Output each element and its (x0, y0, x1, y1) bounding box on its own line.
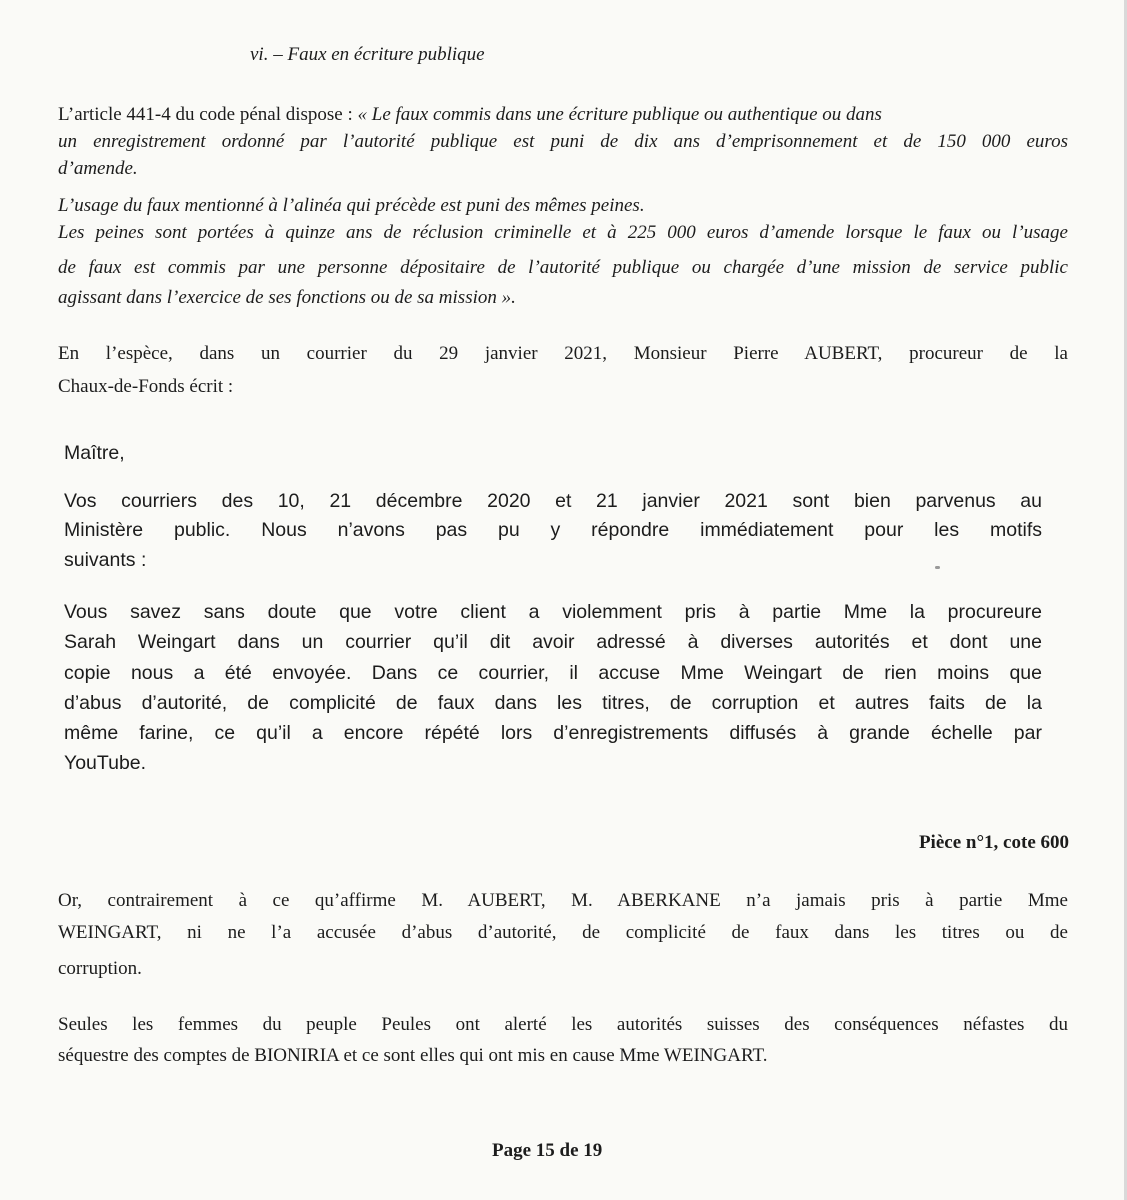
letter-p2-line-4: d’abus d’autorité, de complicité de faux dans les titres, de corruption et autres faits de la (64, 692, 1042, 714)
context-line-1: En l’espèce, dans un courrier du 29 janvier 2021, Monsieur Pierre AUBERT, procureur de la (58, 343, 1068, 364)
page-number: Page 15 de 19 (492, 1140, 603, 1161)
article-citation-line-2: un enregistrement ordonné par l’autorité publique est puni de dix ans d’emprisonnement et de 150 000 euros (58, 131, 1068, 152)
letter-p1-line-3: suivants : (64, 549, 147, 571)
letter-p2-line-2: Sarah Weingart dans un courrier qu’il dit avoir adressé à diverses autorités et dont une (64, 631, 1042, 653)
article-citation-line-6: de faux est commis par une personne dépositaire de l’autorité publique ou chargée d’une mission de service public (58, 257, 1068, 278)
closing-line-1: Seules les femmes du peuple Peules ont alerté les autorités suisses des conséquences néfastes du (58, 1014, 1068, 1035)
letter-salutation: Maître, (64, 442, 125, 464)
letter-p2-line-5: même farine, ce qu’il a encore répété lors d’enregistrements diffusés à grande échelle par (64, 722, 1042, 744)
letter-p2-line-3: copie nous a été envoyée. Dans ce courrier, il accuse Mme Weingart de rien moins que (64, 662, 1042, 684)
letter-p1-line-2: Ministère public. Nous n’avons pas pu y répondre immédiatement pour les motifs (64, 519, 1042, 541)
letter-p1-line-1: Vos courriers des 10, 21 décembre 2020 et 21 janvier 2021 sont bien parvenus au (64, 490, 1042, 512)
letter-p2-line-1: Vous savez sans doute que votre client a violemment pris à partie Mme la procureure (64, 601, 1042, 623)
rebuttal-line-2: WEINGART, ni ne l’a accusée d’abus d’autorité, de complicité de faux dans les titres ou de (58, 922, 1068, 943)
rebuttal-line-1: Or, contrairement à ce qu’affirme M. AUBERT, M. ABERKANE n’a jamais pris à partie Mme (58, 890, 1068, 911)
citation-quote-start: « Le faux commis dans une écriture publique ou authentique ou dans (357, 104, 882, 125)
exhibit-reference: Pièce n°1, cote 600 (918, 832, 1069, 853)
citation-intro: L’article 441-4 du code pénal dispose : (58, 104, 358, 125)
section-heading: vi. – Faux en écriture publique (250, 44, 485, 65)
article-citation-line-4: L’usage du faux mentionné à l’alinéa qui précède est puni des mêmes peines. (58, 195, 645, 216)
context-line-2: Chaux-de-Fonds écrit : (58, 376, 234, 397)
article-citation-line-5: Les peines sont portées à quinze ans de réclusion criminelle et à 225 000 euros d’amende lorsque le faux ou l’usage (58, 222, 1068, 243)
closing-line-2: séquestre des comptes de BIONIRIA et ce sont elles qui ont mis en cause Mme WEINGART. (58, 1045, 768, 1066)
article-citation-line-7: agissant dans l’exercice de ses fonctions ou de sa mission ». (58, 287, 516, 308)
article-citation-line-1 (58, 104, 882, 126)
scan-speck (935, 566, 940, 569)
letter-p2-line-6: YouTube. (64, 752, 147, 774)
article-citation-line-3: d’amende. (58, 158, 138, 179)
rebuttal-line-3: corruption. (58, 958, 142, 979)
